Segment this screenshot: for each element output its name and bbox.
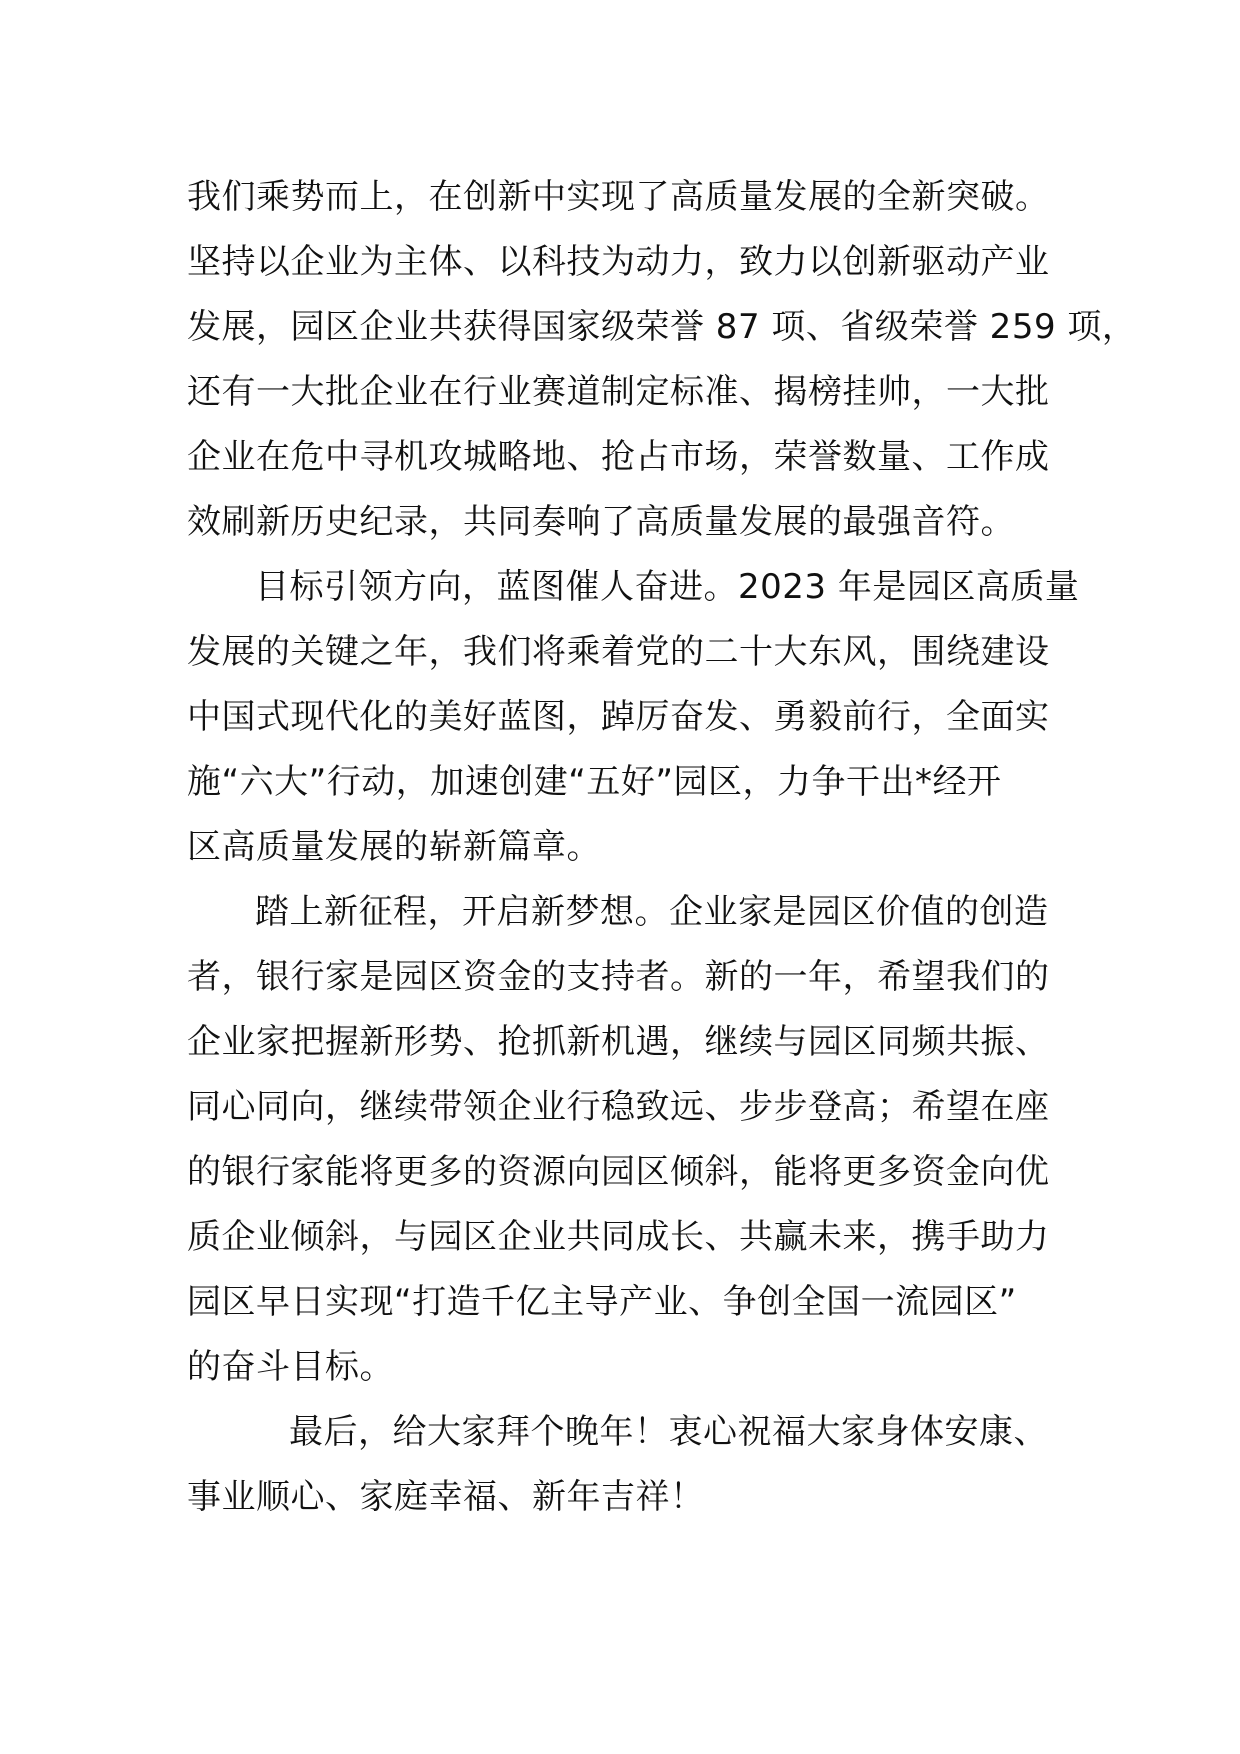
text-line: 事业顺心、家庭幸福、新年吉祥！ bbox=[187, 1477, 705, 1517]
text-line: 发展，园区企业共获得国家级荣誉 87 项、省级荣誉 259 项， bbox=[187, 307, 1137, 347]
text-line: 者，银行家是园区资金的支持者。新的一年，希望我们的 bbox=[187, 957, 1050, 997]
text-line: 的奋斗目标。 bbox=[187, 1347, 394, 1387]
text-line: 区高质量发展的崭新篇章。 bbox=[187, 827, 601, 867]
text-line: 的银行家能将更多的资源向园区倾斜，能将更多资金向优 bbox=[187, 1152, 1050, 1192]
text-line: 还有一大批企业在行业赛道制定标准、揭榜挂帅，一大批 bbox=[187, 372, 1050, 412]
text-line: 踏上新征程，开启新梦想。企业家是园区价值的创造 bbox=[255, 892, 1049, 932]
text-line: 目标引领方向，蓝图催人奋进。2023 年是园区高质量 bbox=[255, 567, 1080, 607]
text-line: 园区早日实现“打造千亿主导产业、争创全国一流园区” bbox=[187, 1282, 1017, 1322]
document-body bbox=[187, 165, 1137, 1530]
text-line: 施“六大”行动，加速创建“五好”园区，力争干出*经开 bbox=[187, 762, 1002, 802]
text-line: 同心同向，继续带领企业行稳致远、步步登高；希望在座 bbox=[187, 1087, 1050, 1127]
text-line: 企业在危中寻机攻城略地、抢占市场，荣誉数量、工作成 bbox=[187, 437, 1050, 477]
text-line: 最后，给大家拜个晚年！衷心祝福大家身体安康、 bbox=[289, 1412, 1048, 1452]
text-line: 我们乘势而上，在创新中实现了高质量发展的全新突破。 bbox=[187, 177, 1050, 217]
text-line: 坚持以企业为主体、以科技为动力，致力以创新驱动产业 bbox=[187, 242, 1050, 282]
text-line: 中国式现代化的美好蓝图，踔厉奋发、勇毅前行，全面实 bbox=[187, 697, 1050, 737]
text-line: 质企业倾斜，与园区企业共同成长、共赢未来，携手助力 bbox=[187, 1217, 1050, 1257]
text-line: 发展的关键之年，我们将乘着党的二十大东风，围绕建设 bbox=[187, 632, 1050, 672]
text-line: 效刷新历史纪录，共同奏响了高质量发展的最强音符。 bbox=[187, 502, 1015, 542]
text-line: 企业家把握新形势、抢抓新机遇，继续与园区同频共振、 bbox=[187, 1022, 1050, 1062]
